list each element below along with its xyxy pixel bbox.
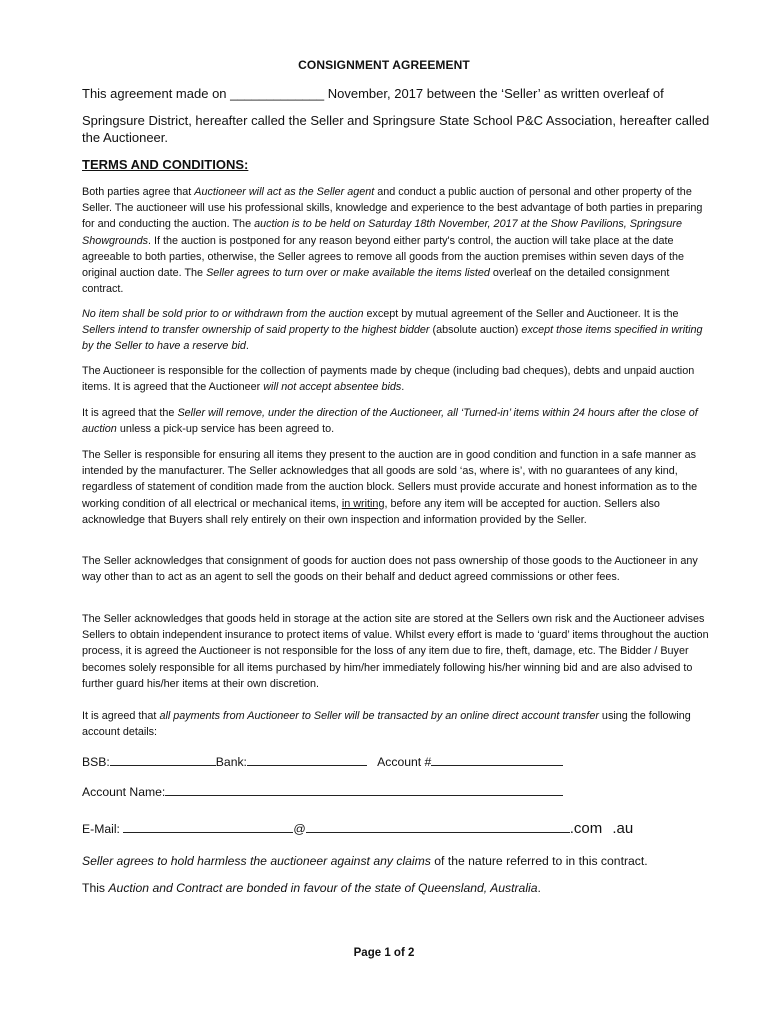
text: except by mutual agreement of the Seller and Auctioneer. It is the: [363, 308, 679, 320]
text: .: [401, 381, 405, 394]
paragraph-payments: [82, 363, 710, 395]
text: This: [82, 881, 109, 895]
closing-hold-harmless: [82, 854, 722, 868]
text: unless a pick-up service has been agreed to.: [116, 423, 335, 436]
email-domain-field[interactable]: [306, 822, 570, 833]
account-name-label: Account Name:: [82, 785, 166, 799]
email-dotau: .au: [612, 820, 634, 837]
document-title: CONSIGNMENT AGREEMENT: [298, 58, 470, 72]
email-user-field[interactable]: [123, 822, 293, 833]
italic-text: auction is to be held on Saturday 18th November, 2017 at the Show Pavilions, Springsure Showgrounds: [82, 218, 683, 247]
account-number-label: Account #: [377, 755, 432, 769]
text: .: [537, 881, 541, 895]
page-number: Page 1 of 2: [353, 947, 415, 959]
italic-text: Auctioneer will act as the Seller agent: [194, 186, 375, 198]
underlined-text: in writing: [341, 497, 385, 510]
paragraph-storage: The Seller acknowledges that goods held in storage at the action site are stored at the Sellers own risk and the Auctioneer advises Sellers to obtain independent insurance to protect items of value. Whilst every effort is made to ‘guard’ items throughout the auction process, it is agreed the Auctioneer is not responsible for the loss of any item due to fire, theft, damage, etc. The Bidder / Buyer becomes solely responsible for all items purchased by him/her immediately following his/her winning bid and are also advised to further guard his/her items at their own discretion.: [82, 613, 709, 690]
text: The Auctioneer is responsible for the collection of payments made by cheque (including bad cheques), debts and unpaid auction items. It is agreed that the Auctioneer: [82, 365, 695, 394]
text: It is agreed that the: [82, 407, 178, 419]
text: The Seller is responsible for ensuring all items they present to the auction are in good condition and function in a safe manner as intended by the manufacturer. The Seller acknowledges that all goods are sold ‘as, where is’, with no guarantees of any kind, regardless of statement of condition made from the auction block. Sellers must provide accurate and honest information as to the working condition of all electrical or mechanical items,: [82, 449, 698, 510]
text: .: [245, 340, 249, 353]
text: (absolute auction): [429, 324, 522, 337]
email-dotcom: .com: [569, 820, 603, 837]
italic-text: No item shall be sold prior to or withdrawn from the auction: [82, 308, 364, 320]
text: . If the auction is postponed for any reason beyond either party's control, the auction will take place at the date agreeable to both parties, otherwise, the Seller agrees to remove all goods from the auction premises within seven days of the original auction date. The: [82, 234, 684, 280]
paragraph-account-transfer: [82, 708, 710, 740]
text: overleaf on the detailed consignment contract.: [82, 267, 670, 296]
bank-details-row: [82, 755, 563, 769]
paragraph-ownership: The Seller acknowledges that consignment of goods for auction does not pass ownership of those goods to the Auctioneer in any way other than to act as an agent to sell the goods on their behalf and deduct agreed commissions or other fees.: [82, 555, 698, 584]
bank-field[interactable]: [247, 755, 367, 766]
paragraph-removal: [82, 405, 710, 437]
italic-text: Auction and Contract are bonded in favour of the state of Queensland, Australia: [108, 881, 538, 895]
italic-text: will not accept absentee bids: [263, 381, 402, 394]
closing-bonded: [82, 881, 722, 895]
bsb-field[interactable]: [110, 755, 216, 766]
paragraph-auction-agent: [82, 184, 710, 297]
italic-text: Seller agrees to hold harmless the auctioneer against any claims: [82, 854, 431, 868]
paragraph-withdrawal: [82, 306, 710, 355]
terms-heading: TERMS AND CONDITIONS:: [82, 157, 249, 172]
italic-text: Seller agrees to turn over or make available the items listed: [206, 267, 490, 280]
account-name-field[interactable]: [165, 785, 563, 796]
italic-text: all payments from Auctioneer to Seller will be transacted by an online direct account transfer: [159, 710, 599, 722]
bank-label: Bank:: [215, 755, 247, 769]
intro-line-2: Springsure District, hereafter called the Seller and Springsure State School P&C Association, hereafter called the Auctioneer.: [82, 113, 710, 145]
account-name-row: [82, 785, 563, 799]
text: It is agreed that: [82, 710, 160, 722]
italic-text: Sellers intend to transfer ownership of said property to the highest bidder: [82, 324, 430, 337]
intro-line-1: This agreement made on _____________ November, 2017 between the ‘Seller’ as written overleaf of: [82, 86, 664, 101]
email-at-sign: @: [293, 822, 306, 836]
text: , before any item will be accepted for auction. Sellers also acknowledge that Buyers shall rely entirely on their own inspection and information provided by the Seller.: [82, 497, 660, 526]
email-label: E-Mail:: [82, 822, 120, 836]
text: of the nature referred to in this contract.: [430, 854, 648, 868]
italic-text: except those items specified in writing by the Seller to have a reserve bid: [82, 324, 703, 353]
email-row: [82, 820, 633, 837]
paragraph-condition: [82, 447, 710, 528]
account-number-field[interactable]: [431, 755, 563, 766]
text: using the following account details:: [82, 710, 691, 739]
text: and conduct a public auction of personal and other property of the Seller. The auctioneer will use his professional skills, knowledge and experience to the best advantage of both parties in preparing for and conducting the auction. The: [82, 186, 703, 231]
italic-text: Seller will remove, under the direction of the Auctioneer, all ‘Turned-in’ items within 24 hours after the close of auction: [82, 407, 698, 436]
text: Both parties agree that: [82, 186, 195, 198]
bsb-label: BSB:: [82, 755, 110, 769]
